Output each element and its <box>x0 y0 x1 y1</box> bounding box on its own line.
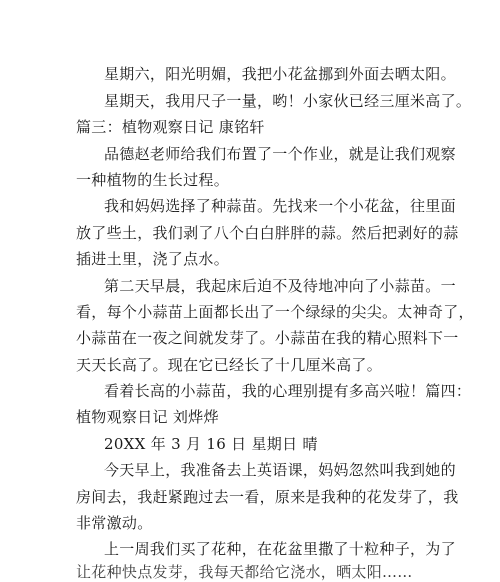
paragraph-line: 放了些土，我们剥了八个白白胖胖的蒜。然后把剥好的蒜 <box>76 224 459 242</box>
paragraph-line: 今天早上，我准备去上英语课，妈妈忽然叫我到她的 <box>104 461 456 479</box>
paragraph-line: 星期六，阳光明媚，我把小花盆挪到外面去晒太阳。 <box>104 65 456 83</box>
paragraph-line: 插进土里，浇了点水。 <box>76 250 230 268</box>
paragraph-line: 小蒜苗在一夜之间就发芽了。小蒜苗在我的精心照料下一 <box>76 329 459 347</box>
paragraph-line: 天天长高了。现在它已经长了十几厘米高了。 <box>76 356 383 374</box>
paragraph-line: 看，每个小蒜苗上面都长出了一个绿绿的尖尖。太神奇了， <box>76 303 474 321</box>
paragraph-line: 看着长高的小蒜苗，我的心理别提有多高兴啦！篇四： <box>104 382 472 400</box>
paragraph-line: 一种植物的生长过程。 <box>76 171 230 189</box>
paragraph-line: 非常激动。 <box>76 514 153 532</box>
section-heading: 植物观察日记 刘烨烨 <box>76 408 219 426</box>
diary-date-line: 20XX 年 3 月 16 日 星期日 晴 <box>104 435 318 453</box>
section-heading: 篇三：植物观察日记 康铭轩 <box>76 118 265 136</box>
paragraph-line: 第二天早晨，我起床后迫不及待地冲向了小蒜苗。一 <box>104 277 456 295</box>
paragraph-line: 星期天，我用尺子一量，哟！小家伙已经三厘米高了。 <box>104 92 472 110</box>
paragraph-line-cut-off: 让花种快点发芽，我每天都给它浇水，晒太阳…… <box>76 563 413 581</box>
paragraph-line: 我和妈妈选择了种蒜苗。先找来一个小花盆，往里面 <box>104 197 456 215</box>
paragraph-line: 房间去，我赶紧跑过去一看，原来是我种的花发芽了，我 <box>76 488 459 506</box>
paragraph-line: 品德赵老师给我们布置了一个作业，就是让我们观察 <box>104 145 456 163</box>
paragraph-line: 上一周我们买了花种，在花盆里撒了十粒种子，为了 <box>104 540 456 558</box>
